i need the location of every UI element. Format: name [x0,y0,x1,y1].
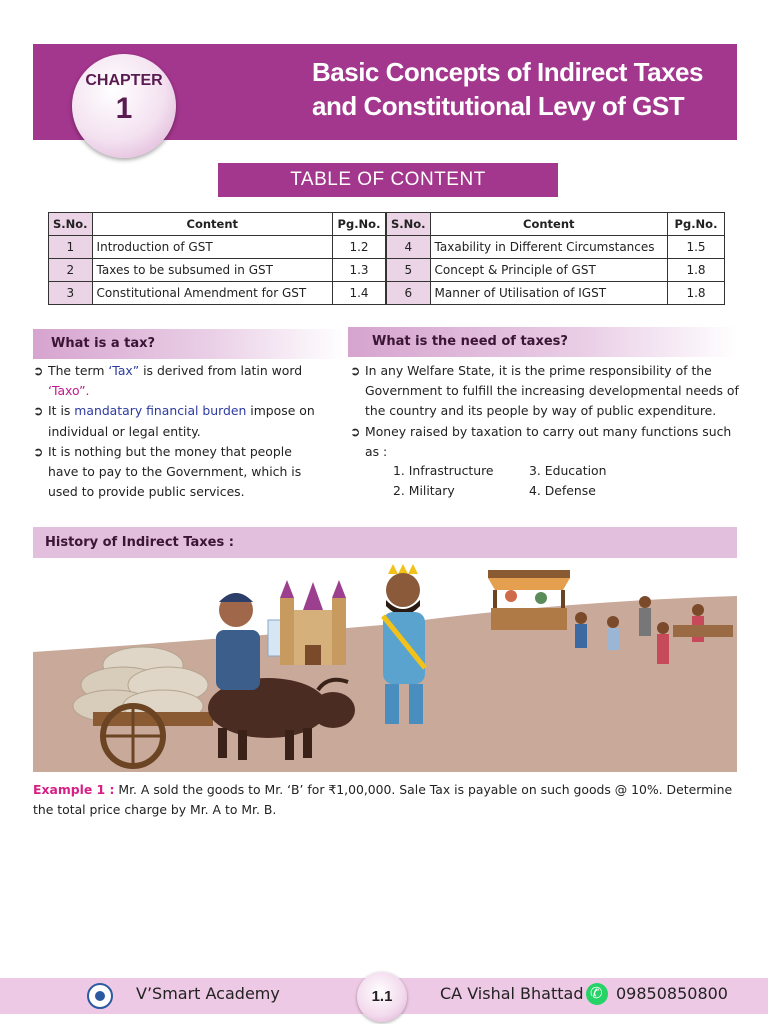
example-text: Mr. A sold the goods to Mr. ‘B’ for ₹1,00,000. Sale Tax is payable on such goods @ 10%. Determine the total price charge by Mr. A to Mr. B. [33,782,733,817]
row-page: 1.8 [668,282,725,305]
arrow-icon: ➲ [33,443,44,459]
chapter-number: 1 [115,92,133,125]
history-illustration [33,560,737,772]
row-content: Taxability in Different Circumstances [430,236,667,259]
list-item [33,442,325,503]
list-item [350,361,740,422]
row-sno: 6 [387,282,431,305]
text: It is [48,403,75,419]
section-heading-history: History of Indirect Taxes : [33,527,737,558]
list-item [33,401,325,441]
row-sno: 3 [49,282,93,305]
arrow-icon: ➲ [33,403,44,419]
row-page: 1.4 [333,282,386,305]
market-stall [488,570,570,630]
row-content: Taxes to be subsumed in GST [92,259,332,282]
chapter-title-line-1: Basic Concepts of Indirect Taxes [312,57,703,87]
author-name: CA Vishal Bhattad [440,984,584,1003]
text: It is nothing but the money that people have to pay to the Government, which is used to provide public services. [48,443,302,500]
row-page: 1.3 [333,259,386,282]
col-pgno: Pg.No. [668,213,725,236]
need-of-taxes-list [350,361,740,462]
arrow-icon: ➲ [33,363,44,378]
functions-item: 2. Military [393,483,455,498]
chapter-title-line-2: and Constitutional Levy of GST [312,91,685,121]
row-content: Constitutional Amendment for GST [92,282,332,305]
text: impose on individual or legal entity. [48,403,315,439]
highlight-text: mandatary financial burden [74,403,247,419]
text: is derived from latin word [139,363,303,378]
table-header-row [387,213,725,236]
col-sno: S.No. [49,213,93,236]
col-content: Content [92,213,332,236]
functions-item: 4. Defense [529,483,596,498]
col-content: Content [430,213,667,236]
section-heading-what-is-tax: What is a tax? [33,329,345,359]
text: In any Welfare State, it is the prime responsibility of the Government to fulfill the increasing developmental needs of the country and its people by way of public expenditure. [365,363,739,419]
table-row[interactable] [387,236,725,259]
table-row[interactable] [49,259,386,282]
what-is-tax-list [33,361,325,502]
row-content: Manner of Utilisation of IGST [430,282,667,305]
castle [280,580,346,665]
table-header-row [49,213,386,236]
row-sno: 2 [49,259,93,282]
row-content: Introduction of GST [92,236,332,259]
example-1 [33,780,741,820]
academy-name: V’Smart Academy [136,984,280,1003]
example-label: Example 1 : [33,782,115,797]
text: The term [48,363,109,378]
table-row[interactable] [387,259,725,282]
row-page: 1.5 [668,236,725,259]
table-row[interactable] [49,236,386,259]
row-sno: 5 [387,259,431,282]
text: Money raised by taxation to carry out many functions such as : [365,423,732,459]
col-pgno: Pg.No. [333,213,386,236]
phone-number: 09850850800 [616,984,728,1003]
whatsapp-icon [586,983,608,1005]
row-sno: 4 [387,236,431,259]
col-sno: S.No. [387,213,431,236]
toc-heading: TABLE OF CONTENT [218,163,558,197]
list-item [33,361,325,401]
row-page: 1.8 [668,259,725,282]
table-row[interactable] [49,282,386,305]
chapter-label: CHAPTER [85,72,163,89]
functions-item: 3. Education [529,463,607,478]
section-heading-need-of-taxes: What is the need of taxes? [348,327,738,357]
page-number: 1.1 [357,972,407,1022]
arrow-icon: ➲ [350,363,361,378]
term-tax: ‘Tax” [108,363,140,378]
list-item [350,422,740,462]
table-row[interactable] [387,282,725,305]
toc-table-right [386,212,725,305]
page-footer [0,978,768,1014]
functions-item: 1. Infrastructure [393,463,494,478]
row-sno: 1 [49,236,93,259]
toc-table-left [48,212,386,305]
academy-logo-icon [87,983,113,1009]
row-page: 1.2 [333,236,386,259]
arrow-icon: ➲ [350,423,361,439]
term-taxo: ‘Taxo”. [48,383,90,399]
row-content: Concept & Principle of GST [430,259,667,282]
